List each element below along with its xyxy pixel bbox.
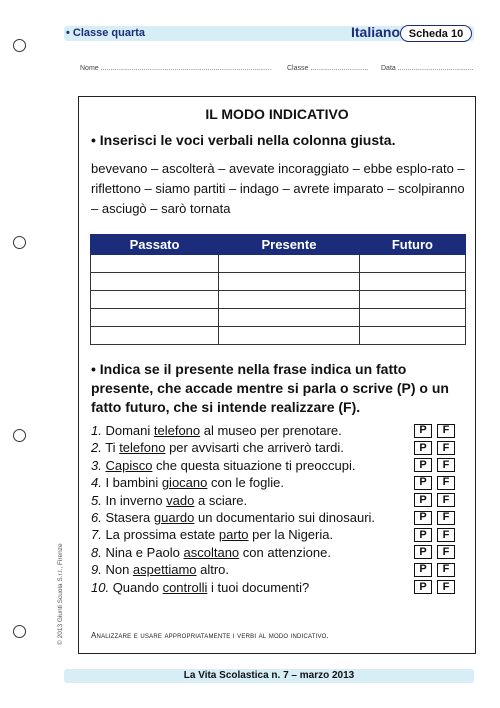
underlined-verb: controlli xyxy=(162,579,208,595)
sentence-text: che questa situazione ti preoccupi. xyxy=(152,457,356,473)
sentence-number: 9. xyxy=(91,562,102,578)
table-cell[interactable] xyxy=(219,309,360,327)
underlined-verb: aspettiamo xyxy=(132,562,197,578)
table-cell[interactable] xyxy=(219,291,360,309)
table-row xyxy=(91,255,466,273)
sentence-number: 1. xyxy=(91,423,102,438)
sentence-text: I bambini xyxy=(101,475,162,491)
table-cell[interactable] xyxy=(359,309,465,327)
pf-choice-row xyxy=(414,579,464,596)
sentence-text: Non xyxy=(101,562,133,578)
p-checkbox[interactable]: P xyxy=(414,545,432,559)
subject-title: Italiano xyxy=(351,24,401,40)
table-row xyxy=(91,309,466,327)
p-checkbox[interactable]: P xyxy=(414,580,432,594)
pf-choice-row xyxy=(414,509,464,526)
underlined-verb: giocano xyxy=(161,475,208,491)
table-cell[interactable] xyxy=(91,327,219,345)
answer-boxes xyxy=(414,422,464,596)
table-cell[interactable] xyxy=(91,255,219,273)
sentence-text: Stasera xyxy=(101,509,154,525)
sentence-item xyxy=(91,544,421,561)
sentence-text: Nina e Paolo xyxy=(101,544,184,560)
verb-list: bevevano – ascolterà – avevate incoraggiato – ebbe esplo-rato – riflettono – siamo partiti – indago – avrete imparato – scolpiranno – asciugò – sarò tornata xyxy=(91,161,465,216)
sentence-text: con le foglie. xyxy=(207,475,284,491)
table-row xyxy=(91,273,466,291)
p-checkbox[interactable]: P xyxy=(414,424,432,438)
sentence-text: con attenzione. xyxy=(239,544,331,560)
underlined-verb: telefono xyxy=(119,440,166,456)
underlined-verb: telefono xyxy=(153,423,201,438)
table-cell[interactable] xyxy=(219,327,360,345)
table-cell[interactable] xyxy=(91,309,219,327)
table-cell[interactable] xyxy=(359,327,465,345)
exercise2-instruction-line1: • Indica se il presente nella frase indica un fatto xyxy=(91,361,407,377)
sentence-item xyxy=(91,422,421,439)
sentence-number: 4. xyxy=(91,475,102,491)
sentence-number: 2. xyxy=(91,440,102,456)
sentence-text: a sciare. xyxy=(194,492,248,508)
table-cell[interactable] xyxy=(359,291,465,309)
column-header-passato: Passato xyxy=(91,235,219,255)
f-checkbox[interactable]: F xyxy=(437,545,455,559)
tense-table xyxy=(90,234,466,345)
p-checkbox[interactable]: P xyxy=(414,458,432,472)
table-cell[interactable] xyxy=(91,273,219,291)
f-checkbox[interactable]: F xyxy=(437,563,455,577)
underlined-verb: vado xyxy=(166,492,195,508)
p-checkbox[interactable]: P xyxy=(414,476,432,490)
f-checkbox[interactable]: F xyxy=(437,493,455,507)
underlined-verb: Capisco xyxy=(105,457,153,473)
pf-choice-row xyxy=(414,526,464,543)
sentence-text: Domani xyxy=(101,423,154,438)
pf-choice-row xyxy=(414,457,464,474)
p-checkbox[interactable]: P xyxy=(414,528,432,542)
learning-goal: Analizzare e usare appropriatamente i verbi al modo indicativo. xyxy=(91,631,329,640)
p-checkbox[interactable]: P xyxy=(414,441,432,455)
sentence-number: 10. xyxy=(91,579,110,595)
sentence-text: Ti xyxy=(101,440,120,456)
binder-hole xyxy=(13,625,26,638)
worksheet-title: IL MODO INDICATIVO xyxy=(205,106,349,122)
exercise2-instruction-line3: fatto futuro, che si intende realizzare (F). xyxy=(91,399,361,415)
table-cell[interactable] xyxy=(91,291,219,309)
sentence-number: 6. xyxy=(91,509,102,525)
table-row xyxy=(91,291,466,309)
f-checkbox[interactable]: F xyxy=(437,458,455,472)
sentence-number: 8. xyxy=(91,544,102,560)
copyright-notice: © 2013 Giunti Scuola S.r.l., Firenze xyxy=(57,543,64,645)
table-cell[interactable] xyxy=(359,255,465,273)
sentence-item xyxy=(91,492,421,509)
column-header-futuro: Futuro xyxy=(359,235,465,255)
exercise2-instruction-line2: presente, che accade mentre si parla o scrive (P) o un xyxy=(91,380,449,396)
sentence-text: La prossima estate xyxy=(101,527,219,543)
sentence-number: 7. xyxy=(91,527,102,543)
sentence-item xyxy=(91,579,421,596)
underlined-verb: guardo xyxy=(153,509,195,525)
sentence-item xyxy=(91,526,421,543)
binder-hole xyxy=(13,236,26,249)
sentence-text: per avvisarti che arriverò tardi. xyxy=(165,440,344,456)
pf-choice-row xyxy=(414,422,464,439)
f-checkbox[interactable]: F xyxy=(437,580,455,594)
table-cell[interactable] xyxy=(219,255,360,273)
sentence-text: un documentario sui dinosauri. xyxy=(194,509,376,525)
p-checkbox[interactable]: P xyxy=(414,563,432,577)
pf-choice-row xyxy=(414,544,464,561)
pf-choice-row xyxy=(414,492,464,509)
sentence-text: per la Nigeria. xyxy=(248,527,334,543)
column-header-presente: Presente xyxy=(219,235,360,255)
binder-hole xyxy=(13,429,26,442)
table-row xyxy=(91,327,466,345)
f-checkbox[interactable]: F xyxy=(437,528,455,542)
exercise1-instruction: • Inserisci le voci verbali nella colonna giusta. xyxy=(91,132,396,148)
sentence-list xyxy=(91,422,421,596)
sentence-text: i tuoi documenti? xyxy=(207,579,310,595)
sentence-item xyxy=(91,561,421,578)
p-checkbox[interactable]: P xyxy=(414,493,432,507)
sheet-number-badge: Scheda 10 xyxy=(400,25,472,42)
f-checkbox[interactable]: F xyxy=(437,511,455,525)
sentence-text: Quando xyxy=(109,579,163,595)
underlined-verb: ascoltano xyxy=(183,544,240,560)
sentence-item xyxy=(91,509,421,526)
pf-choice-row xyxy=(414,439,464,456)
footer-bar: La Vita Scolastica n. 7 – marzo 2013 xyxy=(64,669,474,683)
binder-hole xyxy=(13,39,26,52)
f-checkbox[interactable]: F xyxy=(437,476,455,490)
underlined-verb: parto xyxy=(218,527,249,543)
pf-choice-row xyxy=(414,561,464,578)
sentence-item xyxy=(91,457,421,474)
sentence-text: In inverno xyxy=(101,492,167,508)
date-field[interactable]: Data ....................................... xyxy=(381,65,474,72)
f-checkbox[interactable]: F xyxy=(437,441,455,455)
table-cell[interactable] xyxy=(359,273,465,291)
sentence-number: 5. xyxy=(91,492,102,508)
sentence-number: 3. xyxy=(91,457,102,473)
p-checkbox[interactable]: P xyxy=(414,511,432,525)
f-checkbox[interactable]: F xyxy=(437,424,455,438)
name-field[interactable]: Nome ........................................................................................ xyxy=(80,65,272,72)
class-field[interactable]: Classe .............................. xyxy=(287,65,369,72)
sentence-item xyxy=(91,474,421,491)
sentence-text: al museo per prenotare. xyxy=(200,423,342,438)
sentence-text: altro. xyxy=(196,562,230,578)
sentence-item xyxy=(91,439,421,456)
class-label: • Classe quarta xyxy=(66,27,146,39)
table-cell[interactable] xyxy=(219,273,360,291)
pf-choice-row xyxy=(414,474,464,491)
